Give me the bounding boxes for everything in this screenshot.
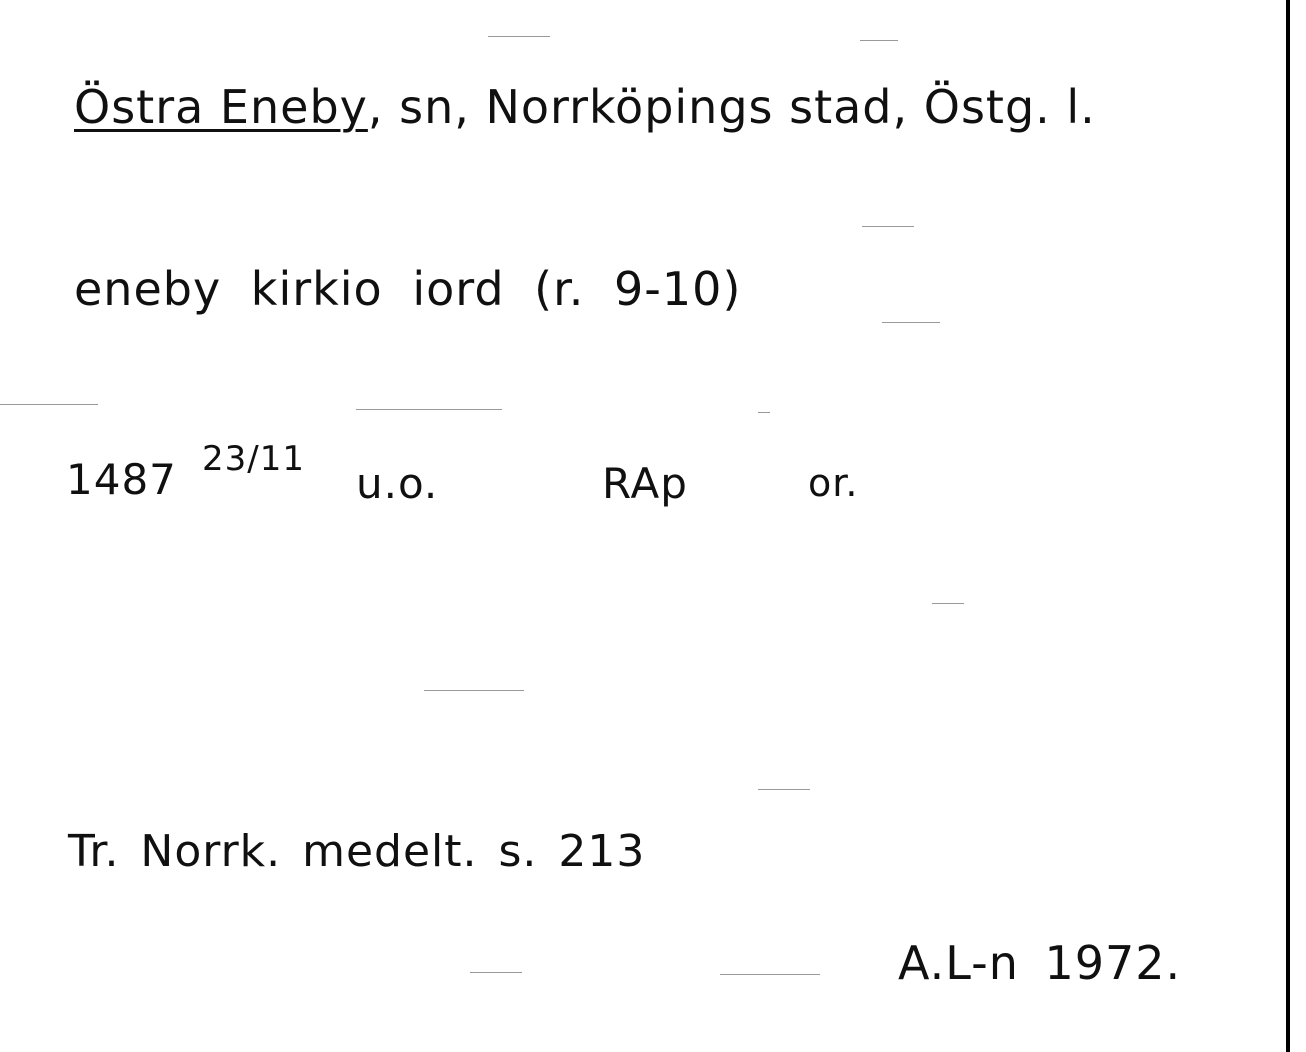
card-header bbox=[74, 80, 1096, 134]
scan-speck bbox=[758, 789, 810, 790]
scan-speck bbox=[882, 322, 940, 323]
place-name: Östra Eneby bbox=[74, 80, 368, 134]
record-note-uo: u.o. bbox=[356, 459, 439, 508]
scan-speck bbox=[424, 690, 524, 691]
reference-text: Tr. Norrk. medelt. s. 213 bbox=[68, 826, 646, 877]
scan-speck bbox=[720, 974, 820, 975]
scan-speck bbox=[860, 40, 898, 41]
record-archive: RAp bbox=[602, 459, 688, 508]
place-details: , sn, Norrköpings stad, Östg. l. bbox=[367, 80, 1096, 134]
scan-speck bbox=[862, 226, 914, 227]
entry-text: eneby kirkio iord (r. 9-10) bbox=[74, 262, 742, 316]
scan-speck bbox=[488, 36, 550, 37]
signature-text: A.L-n 1972. bbox=[898, 936, 1182, 990]
card-edge bbox=[1286, 0, 1290, 1052]
scan-speck bbox=[932, 603, 964, 604]
scan-speck bbox=[758, 412, 770, 413]
scan-speck bbox=[0, 404, 98, 405]
scan-speck bbox=[470, 972, 522, 973]
scan-speck bbox=[356, 409, 502, 410]
record-year: 1487 bbox=[66, 455, 177, 504]
record-note-or: or. bbox=[808, 461, 859, 505]
record-date: 23/11 bbox=[202, 439, 305, 479]
